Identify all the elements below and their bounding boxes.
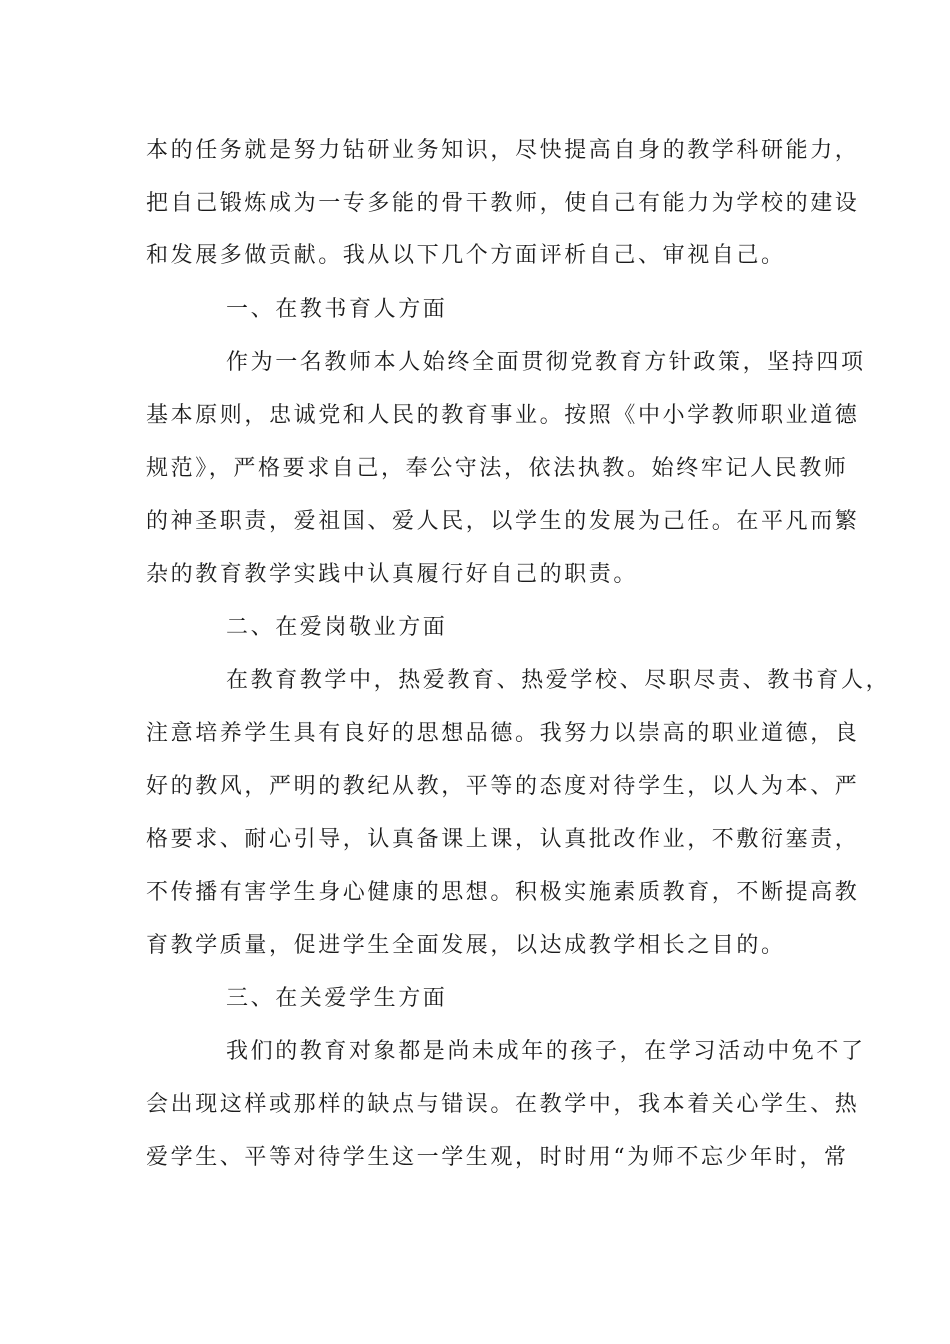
paragraph-line: 不传播有害学生身心健康的思想。积极实施素质教育，不断提高教 xyxy=(146,880,860,905)
paragraph-line: 的神圣职责，爱祖国、爱人民，以学生的发展为己任。在平凡而繁 xyxy=(146,509,860,534)
paragraph-line: 杂的教育教学实践中认真履行好自己的职责。 xyxy=(146,562,639,587)
paragraph-line: 我们的教育对象都是尚未成年的孩子，在学习活动中免不了 xyxy=(226,1039,866,1064)
paragraph-line: 作为一名教师本人始终全面贯彻党教育方针政策，坚持四项 xyxy=(226,350,866,375)
paragraph-line: 和发展多做贡献。我从以下几个方面评析自己、审视自己。 xyxy=(146,243,786,268)
paragraph-line: 好的教风，严明的教纪从教，平等的态度对待学生，以人为本、严 xyxy=(146,774,860,799)
paragraph-line: 本的任务就是努力钻研业务知识，尽快提高自身的教学科研能力， xyxy=(146,138,860,163)
paragraph-line: 基本原则，忠诚党和人民的教育事业。按照《中小学教师职业道德 xyxy=(146,403,860,428)
paragraph-line: 格要求、耐心引导，认真备课上课，认真批改作业，不敷衍塞责， xyxy=(146,827,860,852)
paragraph-line: 爱学生、平等对待学生这一学生观，时时用“为师不忘少年时，常 xyxy=(146,1145,849,1170)
paragraph-line: 育教学质量，促进学生全面发展，以达成教学相长之目的。 xyxy=(146,933,786,958)
paragraph-line: 注意培养学生具有良好的思想品德。我努力以崇高的职业道德，良 xyxy=(146,721,860,746)
paragraph-line: 把自己锻炼成为一专多能的骨干教师，使自己有能力为学校的建设 xyxy=(146,191,860,216)
section-heading-2: 二、在爱岗敬业方面 xyxy=(226,615,448,640)
paragraph-line: 规范》，严格要求自己，奉公守法，依法执教。始终牢记人民教师 xyxy=(146,456,849,481)
paragraph-line: 在教育教学中，热爱教育、热爱学校、尽职尽责、教书育人， xyxy=(226,668,891,693)
section-heading-1: 一、在教书育人方面 xyxy=(226,297,448,322)
section-heading-3: 三、在关爱学生方面 xyxy=(226,986,448,1011)
paragraph-line: 会出现这样或那样的缺点与错误。在教学中，我本着关心学生、热 xyxy=(146,1092,860,1117)
